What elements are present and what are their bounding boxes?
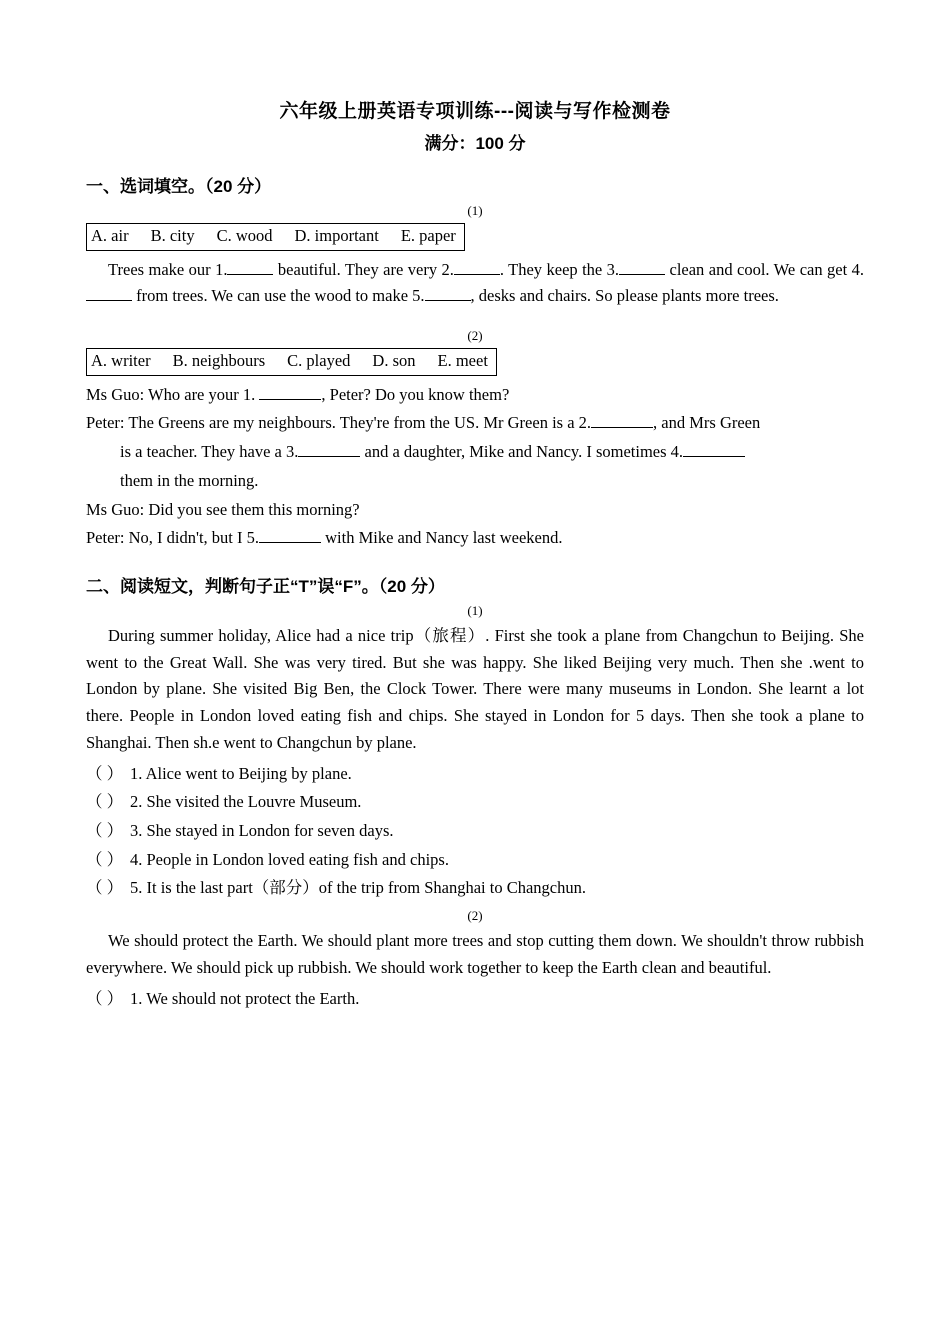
dialog-text: them in the morning. [120, 470, 259, 490]
question-text: 2. She visited the Louvre Museum. [130, 792, 362, 812]
speaker-label: Ms Guo: [86, 384, 145, 404]
tf-question-5 [86, 875, 864, 902]
text-run-1: Trees make our 1. [108, 259, 228, 279]
answer-paren[interactable]: （ ） [86, 792, 124, 812]
dialog-text: Did you see them this morning? [144, 499, 360, 519]
section-2-part-2-passage: We should protect the Earth. We should plant more trees and stop cutting them down. We shouldn't throw rubbish everywhere. We should pick up rubbish. We should work together to keep the Earth clean and beautiful. [86, 931, 864, 977]
fill-blank-4[interactable] [683, 440, 745, 458]
section-2-part-2-label: (2) [467, 908, 483, 924]
answer-paren[interactable]: （ ） [86, 763, 124, 783]
dialog-line-2-cont-2 [86, 468, 864, 495]
dialog-line-3 [86, 497, 864, 524]
speaker-label: Peter: [86, 528, 125, 548]
speaker-label: Ms Guo: [86, 499, 145, 519]
fill-blank-5[interactable] [259, 526, 321, 544]
option-b: B. neighbours [172, 351, 266, 371]
question-text: 1. We should not protect the Earth. [130, 988, 360, 1008]
dialog-text: The Greens are my neighbours. They're from the US. Mr Green is a 2. [124, 413, 592, 433]
fill-blank-1[interactable] [227, 257, 273, 275]
text-run-4: clean and cool. We can get 4. [665, 259, 864, 279]
dialog-line-2 [86, 410, 864, 437]
section-1-heading: 一、选词填空。（20 分） [86, 177, 272, 196]
dialog-text-tail: , and Mrs Green [653, 413, 761, 433]
option-c: C. played [287, 351, 351, 371]
answer-paren[interactable]: （ ） [86, 821, 124, 841]
tf-question-6 [86, 986, 864, 1013]
question-text: 4. People in London loved eating fish and chips. [130, 849, 449, 869]
option-e: E. meet [437, 351, 488, 371]
dialog-text-tail: , Peter? Do you know them? [321, 384, 510, 404]
section-1-part-2-options [86, 348, 497, 376]
tf-question-3 [86, 818, 864, 845]
question-text: 5. It is the last part（部分）of the trip from Shanghai to Changchun. [130, 878, 586, 898]
option-e: E. paper [400, 226, 456, 245]
option-a: A. air [91, 226, 129, 245]
question-text: 1. Alice went to Beijing by plane. [130, 763, 352, 783]
option-d: D. important [294, 226, 379, 245]
text-run-5: from trees. We can use the wood to make 5. [132, 286, 425, 306]
dialog-line-2-cont [86, 439, 864, 466]
fill-blank-2[interactable] [454, 257, 500, 275]
page-title: 六年级上册英语专项训练---阅读与写作检测卷 [279, 101, 671, 122]
fill-blank-5[interactable] [425, 284, 471, 302]
section-2-part-1-label: (1) [467, 603, 483, 618]
text-run-6: , desks and chairs. So please plants more trees. [470, 286, 779, 306]
dialog-text-tail: and a daughter, Mike and Nancy. I sometimes 4. [360, 442, 684, 462]
answer-paren[interactable]: （ ） [86, 878, 124, 898]
option-a: A. writer [91, 351, 151, 371]
option-b: B. city [150, 226, 195, 245]
section-1-part-1-label: (1) [467, 203, 483, 218]
tf-question-1 [86, 761, 864, 788]
dialog-text-tail: with Mike and Nancy last weekend. [321, 528, 563, 548]
section-1-part-1-options [86, 223, 465, 251]
tf-question-4 [86, 847, 864, 874]
fill-blank-4[interactable] [86, 284, 132, 302]
dialog-line-1 [86, 382, 864, 409]
dialog-text: Who are your 1. [144, 384, 260, 404]
section-1-part-1-text [86, 257, 864, 310]
fill-blank-3[interactable] [619, 257, 665, 275]
answer-paren[interactable]: （ ） [86, 849, 124, 869]
dialog-line-4 [86, 525, 864, 552]
answer-paren[interactable]: （ ） [86, 988, 124, 1008]
section-2-heading: 二、阅读短文，判断句子正“T”误“F”。（20 分） [86, 577, 445, 596]
fill-blank-1[interactable] [259, 382, 321, 400]
dialog-text: No, I didn't, but I 5. [124, 528, 260, 548]
dialog-text: is a teacher. They have a 3. [120, 442, 299, 462]
section-1-part-2-label: (2) [467, 328, 483, 344]
tf-question-2 [86, 789, 864, 816]
option-c: C. wood [216, 226, 273, 245]
fill-blank-2[interactable] [591, 411, 653, 429]
fill-blank-3[interactable] [298, 440, 360, 458]
option-d: D. son [372, 351, 416, 371]
text-run-3: . They keep the 3. [499, 259, 620, 279]
section-2-part-1-passage: During summer holiday, Alice had a nice trip（旅程）. First she took a plane from Changchun to Beijing. She went to the Great Wall. She was very tired. But she was happy. She liked Beijing very much. Then she .went to London by plane. She visited Big Ben, the Clock Tower. There were many museums in London. She learnt a lot there. People in London loved eating fish and chips. She stayed in London for 5 days. Then she took a plane to Shanghai. Then sh.e went to Changchun by plane. [86, 626, 864, 752]
speaker-label: Peter: [86, 413, 125, 433]
question-text: 3. She stayed in London for seven days. [130, 821, 394, 841]
text-run-2: beautiful. They are very 2. [273, 259, 454, 279]
page-subtitle: 满分：100 分 [424, 134, 526, 153]
